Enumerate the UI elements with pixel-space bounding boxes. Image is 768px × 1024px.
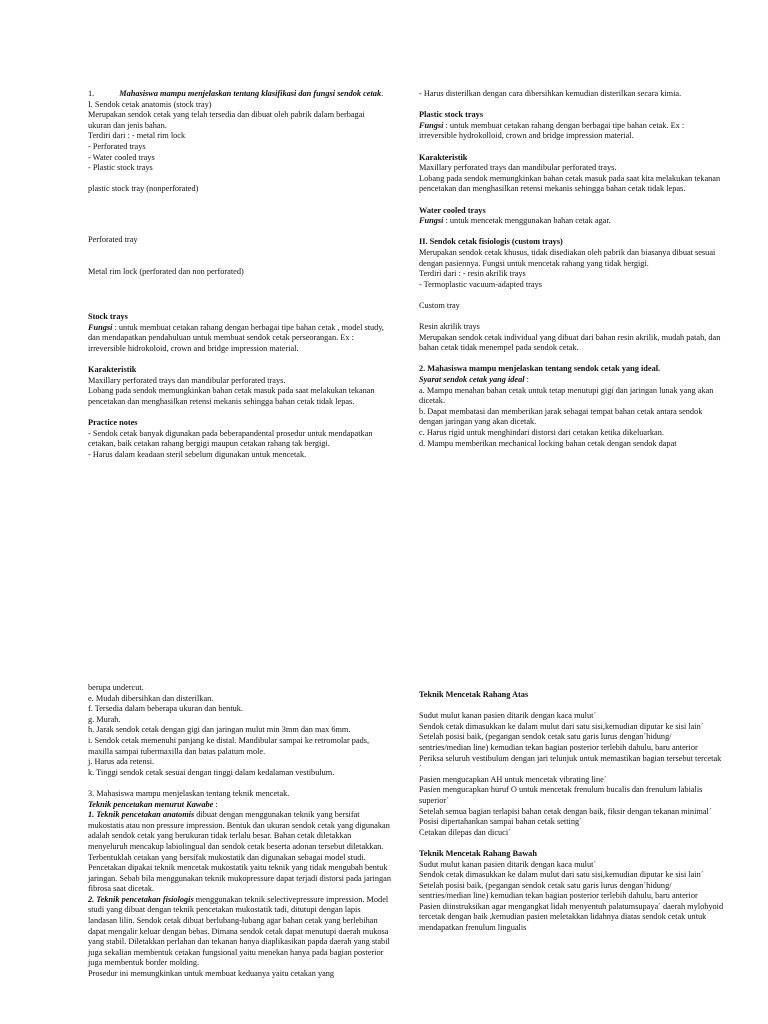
- technique-label: 2. Teknik pencetakan fisiologis: [88, 894, 194, 904]
- syarat-item: h. Jarak sendok cetak dengan gigi dan jaringan mulut min 3mm dan max 6mm.: [88, 725, 351, 735]
- fungsi-text: : untuk membuat cetakan rahang dengan berbagai tipe bahan cetak , model study, dan mendapatkan pendahuluan untuk membuat sendok cetak perseorangan. Ex : irreversible hidrokoloid, crown and bridge impression material.: [88, 322, 385, 353]
- syarat-item: j. Harus ada retensi.: [88, 757, 155, 767]
- kawabe-line: [88, 800, 391, 811]
- tray-list-item: - Perforated trays: [88, 141, 146, 151]
- atas-step: Pasien mengucapkan huruf O untuk mencetak frenulum bucalis dan frenulum labialis superior´: [419, 785, 703, 805]
- metal-caption-block: [88, 267, 388, 278]
- page1-left-column: [88, 89, 388, 195]
- q1-title: Mahasiswa mampu menjelaskan tentang klasifikasi dan fungsi sendok cetak: [119, 89, 382, 98]
- page1-right-column: [419, 89, 724, 449]
- syarat-item: a. Mampu menahan bahan cetak untuk tetap menutupi gigi dan jaringan lunak yang akan dicetak.: [419, 385, 714, 406]
- technique-anatomis: [88, 810, 391, 863]
- stock-trays-fungsi: [88, 323, 388, 355]
- stock-trays-heading: Stock trays: [88, 312, 128, 321]
- resin-desc: Merupakan sendok cetak individual yang dibuat dari bahan resin akrilik, mudah patah, dan bahan cetak tidak menempel pada sendok cetak.: [419, 332, 721, 353]
- karakteristik-line: Lobang pada sendok memungkinkan bahan cetak masuk pada saat kita melakukan tekanan pencetakan dan menghasilkan retensi mekanis sehingga bahan cetak tidak lepas.: [419, 173, 721, 194]
- technique-cut-line: Prosedur ini memungkinkan untuk membuat keduanya yaitu cetakan yang: [88, 969, 335, 979]
- syarat-item: i. Sendok cetak memenuhi panjang ke distal. Mandibular sampai ke retromolar pads, maxilla sampai tubermaxilla dan batas palatum mole.: [88, 735, 370, 756]
- syarat-item: e. Mudah dibersihkan dan disterilkan.: [88, 693, 214, 703]
- atas-step: Sudut mulut kanan pasien ditarik dengan kaca mulut´: [419, 711, 597, 721]
- plastic-stock-heading: Plastic stock trays: [419, 110, 484, 120]
- practice-note: - Harus dalam keadaan steril sebelum digunakan untuk mencetak.: [88, 449, 307, 459]
- q2-title: 2. Mahasiswa mampu menjelaskan tentang sendok cetak yang ideal.: [419, 364, 661, 374]
- custom-list-item: - Termoplastic vacuum-adapted trays: [419, 279, 542, 289]
- karakteristik-line: Maxillary perforated trays dan mandibular perforated trays.: [419, 163, 617, 173]
- perforated-caption-block: [88, 235, 388, 246]
- tray-list-item: - Water cooled trays: [88, 152, 155, 162]
- rahang-atas-heading: Teknik Mencetak Rahang Atas: [419, 690, 529, 699]
- karakteristik-heading: Karakteristik: [419, 152, 468, 162]
- kawabe-heading: Teknik pencetakan menurut Kawabe: [88, 799, 214, 809]
- tray-list-item: Terdiri dari : - metal rim lock: [88, 131, 186, 141]
- custom-trays-heading: II. Sendok cetak fisiologis (custom trays): [419, 237, 563, 247]
- steril-note: - Harus disterilkan dengan cara dibersihkan kemudian disterilkan secara kimia.: [419, 89, 682, 98]
- water-cooled-heading: Water cooled trays: [419, 205, 486, 215]
- kawabe-colon: :: [213, 799, 218, 809]
- plastic-tray-caption: plastic stock tray (nonperforated): [88, 184, 199, 194]
- atas-step: Cetakan dilepas dan dicuci´: [419, 827, 511, 837]
- stock-trays-section: [88, 312, 388, 460]
- custom-tray-caption: Custom tray: [419, 300, 460, 310]
- fungsi-text: : untuk membuat cetakan rahang dengan berbagai tipe bahan cetak. Ex : irreversible hydrokolloid, crown and bridge impression material.: [419, 120, 685, 141]
- bawah-step: Sendok cetak dimasukkan ke dalam mulut dari satu sisi,kemudian diputar ke sisi lain´: [419, 870, 704, 880]
- syarat-item: b. Dapat membatasi dan memberikan jarak sebagai tempat bahan cetak antara sendok dengan jaringan yang akan dicetak.: [419, 406, 703, 427]
- practice-note: - Sendok cetak banyak digunakan pada beberapandental prosedur untuk mendapatkan cetakan, baik cetakan rahang bergigi maupun cetakan rahang tak bergigi.: [88, 428, 373, 449]
- syarat-item: g. Murah.: [88, 714, 121, 724]
- atas-step: Setelah semua bagian terlapisi bahan cetak dengan baik, fiksir dengan tekanan minimal´: [419, 806, 712, 816]
- technique-text: menggunakan teknik selectivepressure impression. Model studi yang dibuat dengan teknik pencetakan mukostatik tadi, ditutupi dengan lapis landasan lilin. Sendok cetak dibuat berlubang-lubang agar bahan cetak yang berlebihan dapat mengalir keluar dengan bebas. Dimana sendok cetak dapat menutupi daerah mukosa yang stabil. Diletakkan perlahan dan tekanan hanya diaplikasikan papda daerah yang stabil juga sekalian membentuk cetakan fungsional yaitu menekan hanya pada bagian posterior juga membentuk border molding.: [88, 894, 390, 968]
- stock-tray-desc: Merupakan sendok cetak yang telah tersedia dan dibuat oleh pabrik dalam berbagai ukuran dan jenis bahan.: [88, 110, 365, 130]
- metal-rim-caption: Metal rim lock (perforated dan non perforated): [88, 267, 244, 276]
- perforated-tray-caption: Perforated tray: [88, 235, 138, 244]
- syarat-line: [419, 375, 724, 386]
- syarat-item: d. Mampu memberikan mechanical locking bahan cetak dengan sendok dapat: [419, 438, 677, 448]
- technique-fisiologis: [88, 895, 391, 969]
- q1-heading: [88, 89, 388, 100]
- fungsi-label: Fungsi: [419, 216, 444, 226]
- fungsi-text: : untuk mencetak menggunakan bahan cetak agar.: [443, 216, 611, 226]
- atas-step: Posisi dipertahankan sampai bahan cetak setting´: [419, 817, 582, 827]
- technique-label: 1. Teknik pencetakan anatomis: [88, 810, 195, 820]
- karakteristik-line: Lobang pada sendok memungkinkan bahan cetak masuk pada saat melakukan tekanan pencetakan dan menghasilkan retensi mekanis sehingga bahan cetak tidak lepas.: [88, 386, 375, 406]
- custom-list-item: Terdiri dari : - resin akrilik trays: [419, 269, 526, 279]
- technique-extra: Pencetakan dipakai teknik mencetak mukostatik yaitu teknik yang tidak mengubah bentuk jaringan. Sebab bila menggunakan teknik mukopressure dapat terjadi distorsi pada jaringan fibrosa saat dicetak.: [88, 863, 391, 894]
- bawah-step: Sudut mulut kanan pasien ditarik dengan kaca mulut´: [419, 859, 597, 869]
- atas-step: Pasien mengucapkan AH untuk mencetak vibrating line´: [419, 774, 607, 784]
- atas-step: Periksa seluruh vestibulum dengan jari telunjuk untuk memastikan bagian tersebut tercetak´: [419, 753, 722, 774]
- rahang-bawah-heading: Teknik Mencetak Rahang Bawah: [419, 848, 537, 858]
- syarat-item: k. Tinggi sendok cetak sesuai dengan tinggi dalam kedalaman vestibulum.: [88, 767, 335, 777]
- page2-right-column: [419, 690, 724, 934]
- q1-number: 1.: [88, 89, 95, 98]
- q1-title-end: .: [381, 89, 384, 98]
- syarat-item: c. Harus rigid untuk menghindari distorsi dari cetakan ketika dikeluarkan.: [419, 428, 664, 437]
- q3-title: 3. Mahasiswa mampu menjelaskan tentang teknik mencetak.: [88, 788, 290, 798]
- fungsi-label: Fungsi: [88, 322, 113, 332]
- resin-caption: Resin akrilik trays: [419, 322, 480, 332]
- syarat-item: f. Tersedia dalam beberapa ukuran dan bentuk.: [88, 704, 243, 714]
- bawah-step: Pasien diinstruksikan agar mengangkat lidah menyentuh palatumsupaya´ daerah mylohyoid tercetak dengan baik ,kemudian pasien meletakkan lidahnya diatas sendok cetak untuk mendapatkan frenulum lingualis: [419, 901, 724, 933]
- technique-text: dibuat dengan menggunakan teknik yang bersifat mukostatis atau non pressure impression. Bentuk dan ukuran sendok cetak yang digunakan adalah sendok cetak yang berukuran tidak terlalu besar. Bahan cetak diletakkan menyeluruh mencakup labiolingual dan sendok cetak beserta adonan tersebut diletakkan. Terbentuklah cetakan yang bersifak mukostatik dan digunakan sebagai model studi.: [88, 810, 390, 862]
- page2-left-column: [88, 683, 391, 980]
- syarat-colon: :: [524, 375, 529, 385]
- atas-step: Setelah posisi baik, (pegangan sendok cetak satu garis lurus dengan´hidung/ sentries/median line) kemudian tekan bagian posterior terlebih dahulu, baru anterior: [419, 732, 698, 752]
- fungsi-label: Fungsi: [419, 120, 444, 130]
- practice-notes-heading: Practice notes: [88, 417, 138, 427]
- syarat-heading: Syarat sendok cetak yang ideal: [419, 375, 525, 385]
- custom-trays-desc: Merupakan sendok cetak khusus, tidak disediakan oleh pabrik dan biasanya dibuat sesuai dengan pasiennya. Fungsi untuk mencetak rahang yang tidak bergigi.: [419, 247, 716, 268]
- continued-line: berupa undercut.: [88, 683, 144, 692]
- stock-tray-title: I. Sendok cetak anatomis (stock tray): [88, 99, 212, 109]
- karakteristik-heading: Karakteristik: [88, 364, 137, 374]
- water-fungsi: [419, 216, 724, 227]
- bawah-step: Setelah posisi baik, (pegangan sendok cetak satu garis lurus dengan´hidung/ sentries/median line) kemudian tekan bagian posterior terlebih dahulu, baru anterior: [419, 880, 698, 901]
- karakteristik-line: Maxillary perforated trays dan mandibular perforated trays.: [88, 375, 286, 385]
- atas-step: Sendok cetak dimasukkan ke dalam mulut dari satu sisi,kemudian diputar ke sisi lain´: [419, 721, 704, 731]
- plastic-fungsi: [419, 121, 724, 142]
- tray-list-item: - Plastic stock trays: [88, 163, 153, 173]
